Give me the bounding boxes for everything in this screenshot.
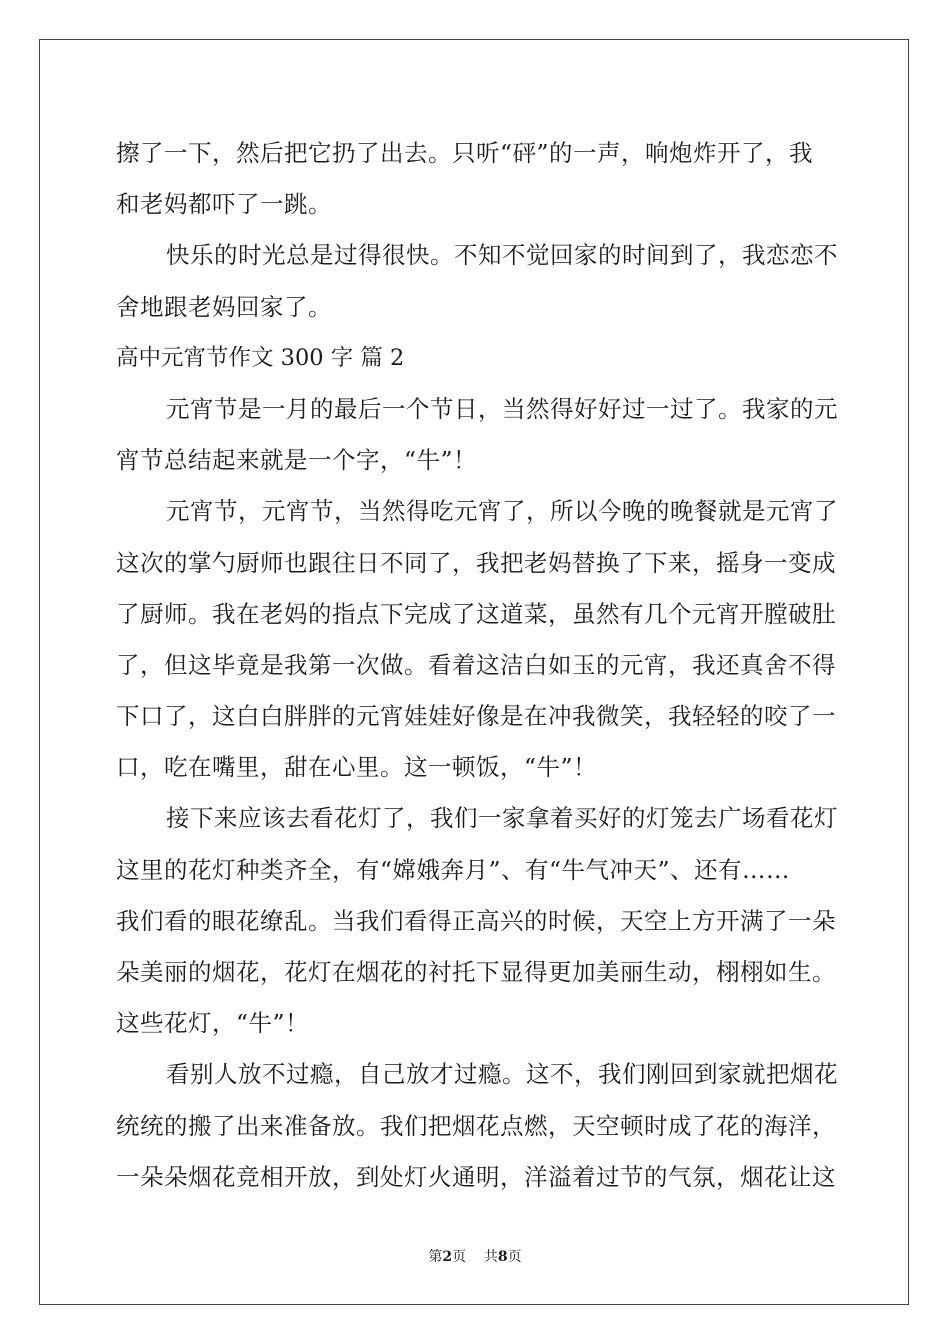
total-pages-label: 共8页 <box>483 1249 522 1265</box>
text-line: 我们看的眼花缭乱。当我们看得正高兴的时候，天空上方开满了一朵 <box>116 906 836 935</box>
text-line: 这里的花灯种类齐全，有“嫦娥奔月”、有“牛气冲天”、还有…… <box>116 855 791 884</box>
paragraph-start-line: 元宵节是一月的最后一个节日，当然得好好过一过了。我家的元 <box>166 394 838 423</box>
text-line: 这些花灯，“牛”！ <box>116 1009 310 1038</box>
page-number-label: 第2页 <box>428 1249 467 1265</box>
total-page-count: 8 <box>497 1249 508 1265</box>
text-line: 宵节总结起来就是一个字，“牛”！ <box>116 446 478 475</box>
text-line: 口，吃在嘴里，甜在心里。这一顿饭，“牛”！ <box>116 753 598 782</box>
document-body <box>116 128 838 1203</box>
text-line: 下口了，这白白胖胖的元宵娃娃好像是在冲我微笑，我轻轻的咬了一 <box>116 702 836 731</box>
paragraph-start-line: 看别人放不过瘾，自己放才过瘾。这不，我们刚回到家就把烟花 <box>166 1060 838 1089</box>
section-heading: 高中元宵节作文 300 字 篇 2 <box>116 344 405 371</box>
text-line: 舍地跟老妈回家了。 <box>116 292 332 321</box>
text-line: 了厨师。我在老妈的指点下完成了这道菜，虽然有几个元宵开膛破肚 <box>116 599 836 628</box>
text-line: 和老妈都吓了一跳。 <box>116 190 332 219</box>
paragraph-start-line: 接下来应该去看花灯了，我们一家拿着买好的灯笼去广场看花灯 <box>166 804 838 833</box>
page-footer <box>0 1248 950 1266</box>
paragraph-start-line: 元宵节，元宵节，当然得吃元宵了，所以今晚的晚餐就是元宵了 <box>166 497 838 526</box>
text-line: 了，但这毕竟是我第一次做。看着这洁白如玉的元宵，我还真舍不得 <box>116 650 836 679</box>
text-line: 擦了一下，然后把它扔了出去。只听“砰”的一声，响炮炸开了，我 <box>116 139 814 167</box>
current-page-number: 2 <box>442 1249 453 1265</box>
text-line: 朵美丽的烟花，花灯在烟花的衬托下显得更加美丽生动，栩栩如生。 <box>116 958 836 986</box>
paragraph-start-line: 快乐的时光总是过得很快。不知不觉回家的时间到了，我恋恋不 <box>166 241 838 270</box>
text-line: 这次的掌勺厨师也跟往日不同了，我把老妈替换了下来，摇身一变成 <box>116 548 836 577</box>
text-line: 统统的搬了出来准备放。我们把烟花点燃，天空顿时成了花的海洋， <box>116 1111 836 1140</box>
text-line: 一朵朵烟花竞相开放，到处灯火通明，洋溢着过节的气氛，烟花让这 <box>116 1162 836 1191</box>
